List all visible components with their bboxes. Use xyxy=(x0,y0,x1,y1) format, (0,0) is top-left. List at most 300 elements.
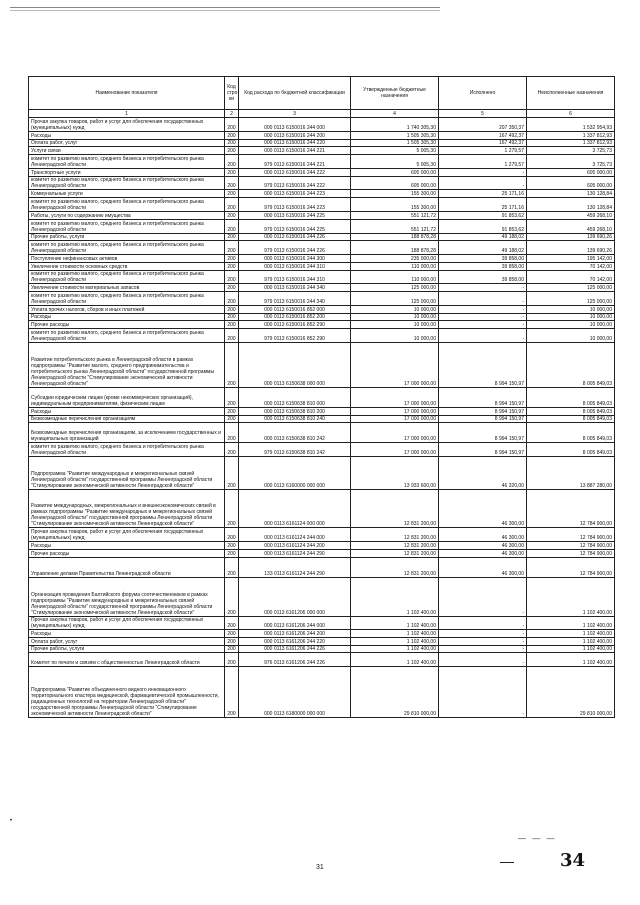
row-name: Прочая закупка товаров, работ и услуг для обеспечения государственных (муниципальных) нужд xyxy=(29,616,225,630)
row-kbk: 000 0113 6150016 852 290 xyxy=(239,321,351,329)
row-code: 200 xyxy=(225,147,239,155)
row-approved: 12 831 200,00 xyxy=(351,550,439,558)
row-executed: 49 188,02 xyxy=(439,233,527,241)
row-executed: - xyxy=(439,168,527,176)
row-kbk: 000 0113 6150638 810 240 xyxy=(239,415,351,423)
handwritten-sheet-number: 34 xyxy=(560,850,586,871)
row-executed: 49 188,02 xyxy=(439,241,527,255)
row-executed: 1 279,57 xyxy=(439,147,527,155)
row-unexecuted: 605 000,00 xyxy=(527,176,615,190)
row-unexecuted: 70 142,00 xyxy=(527,262,615,270)
row-executed: - xyxy=(439,667,527,718)
row-unexecuted: 8 005 849,03 xyxy=(527,423,615,443)
column-number: 4 xyxy=(351,110,439,118)
row-kbk: 979 0113 6150016 244 225 xyxy=(239,219,351,233)
row-unexecuted: 1 102 400,00 xyxy=(527,638,615,646)
row-approved: 17 000 000,00 xyxy=(351,342,439,387)
row-name: комитет по развитию малого, среднего бизнеса и потребительского рынка Ленинградской области xyxy=(29,241,225,255)
row-name: Уплата прочих налогов, сборов и иных платежей xyxy=(29,306,225,314)
row-kbk: 000 0113 6161206 244 220 xyxy=(239,638,351,646)
row-kbk: 000 0113 6150016 244 220 xyxy=(239,139,351,147)
row-kbk: 000 0113 6180000 000 000 xyxy=(239,667,351,718)
row-approved: 13 933 600,00 xyxy=(351,457,439,490)
row-executed: 25 171,16 xyxy=(439,190,527,198)
row-code: 200 xyxy=(225,342,239,387)
row-approved: 551 121,72 xyxy=(351,212,439,220)
row-executed: - xyxy=(439,645,527,653)
row-unexecuted: 12 784 900,00 xyxy=(527,528,615,542)
row-unexecuted: 13 887 280,00 xyxy=(527,457,615,490)
row-name: комитет по развитию малого, среднего бизнеса и потребительского рынка Ленинградской области xyxy=(29,329,225,343)
row-name: Комитет по печати и связям с общественностью Ленинградской области xyxy=(29,653,225,667)
table-row xyxy=(29,118,615,132)
table-row xyxy=(29,528,615,542)
row-name: Субсидии юридическим лицам (кроме некоммерческих организаций), индивидуальным предпринимателям, физическим лицам xyxy=(29,387,225,407)
table-row xyxy=(29,457,615,490)
row-code: 200 xyxy=(225,489,239,528)
row-executed: - xyxy=(439,306,527,314)
row-executed: 167 492,37 xyxy=(439,131,527,139)
row-approved: 110 000,00 xyxy=(351,262,439,270)
row-approved: 17 000 000,00 xyxy=(351,387,439,407)
row-code: 200 xyxy=(225,284,239,292)
row-name: Безвозмездные перечисления организациям, за исключением государственных и муниципальных организаций xyxy=(29,423,225,443)
row-approved: 29 810 000,00 xyxy=(351,667,439,718)
table-row xyxy=(29,139,615,147)
row-name: Увеличение стоимости материальных запасов xyxy=(29,284,225,292)
row-name: Работы, услуги по содержанию имущества xyxy=(29,212,225,220)
row-approved: 1 102 400,00 xyxy=(351,653,439,667)
row-kbk: 000 0113 6161124 244 290 xyxy=(239,550,351,558)
row-kbk: 979 0113 6150016 852 290 xyxy=(239,329,351,343)
table-row xyxy=(29,292,615,306)
table-row xyxy=(29,321,615,329)
row-code: 200 xyxy=(225,630,239,638)
table-row xyxy=(29,630,615,638)
row-approved: 155 300,00 xyxy=(351,190,439,198)
row-unexecuted: 8 005 849,03 xyxy=(527,407,615,415)
row-code: 200 xyxy=(225,528,239,542)
row-approved: 12 831 200,00 xyxy=(351,557,439,577)
row-executed: 39 858,00 xyxy=(439,262,527,270)
row-unexecuted: 125 000,00 xyxy=(527,284,615,292)
row-name: комитет по развитию малого, среднего бизнеса и потребительского рынка Ленинградской области xyxy=(29,292,225,306)
row-executed: - xyxy=(439,616,527,630)
row-code: 200 xyxy=(225,131,239,139)
row-unexecuted: 8 005 849,03 xyxy=(527,415,615,423)
row-code: 200 xyxy=(225,577,239,616)
column-number-row xyxy=(29,110,615,118)
row-executed: 91 853,62 xyxy=(439,212,527,220)
row-executed: - xyxy=(439,292,527,306)
row-unexecuted: 1 102 400,00 xyxy=(527,630,615,638)
row-unexecuted: 459 268,10 xyxy=(527,219,615,233)
row-unexecuted: 139 690,26 xyxy=(527,233,615,241)
table-row xyxy=(29,233,615,241)
row-approved: 17 000 000,00 xyxy=(351,423,439,443)
row-executed: - xyxy=(439,176,527,190)
row-code: 200 xyxy=(225,212,239,220)
row-approved: 125 000,00 xyxy=(351,292,439,306)
row-kbk: 000 0113 6150638 810 000 xyxy=(239,387,351,407)
row-kbk: 000 0113 6150638 810 200 xyxy=(239,407,351,415)
row-name: комитет по развитию малого, среднего бизнеса и потребительского рынка Ленинградской области xyxy=(29,270,225,284)
row-unexecuted: 10 000,00 xyxy=(527,329,615,343)
table-row xyxy=(29,423,615,443)
row-approved: 12 831 200,00 xyxy=(351,489,439,528)
table-row xyxy=(29,168,615,176)
row-code: 200 xyxy=(225,638,239,646)
row-name: Прочие работы, услуги xyxy=(29,233,225,241)
row-executed: - xyxy=(439,630,527,638)
row-kbk: 000 0113 6150016 244 200 xyxy=(239,131,351,139)
row-name: комитет по развитию малого, среднего бизнеса и потребительского рынка Ленинградской области xyxy=(29,443,225,457)
row-name: Управление делами Правительства Ленинградской области xyxy=(29,557,225,577)
row-kbk: 979 0113 6150016 244 221 xyxy=(239,154,351,168)
row-name: Прочие расходы xyxy=(29,550,225,558)
row-executed: 8 994 150,97 xyxy=(439,342,527,387)
row-name: Организация проведения Балтийского форума соотечественников в рамках подпрограммы "Развитие международных и межрегиональных связей Ленинградской области" государственной программы Ленинградской области "Стимулирование экономической активности Ленинградской области" xyxy=(29,577,225,616)
row-executed: 8 994 150,97 xyxy=(439,407,527,415)
row-name: Прочая закупка товаров, работ и услуг для обеспечения государственных (муниципальных) нужд xyxy=(29,528,225,542)
row-executed: - xyxy=(439,577,527,616)
row-code: 200 xyxy=(225,139,239,147)
row-approved: 551 121,72 xyxy=(351,219,439,233)
row-kbk: 000 0113 6150016 244 300 xyxy=(239,255,351,263)
row-kbk: 979 0113 6150016 244 223 xyxy=(239,198,351,212)
row-name: комитет по развитию малого, среднего бизнеса и потребительского рынка Ленинградской области xyxy=(29,198,225,212)
row-kbk: 000 0113 6161206 244 200 xyxy=(239,630,351,638)
row-code: 200 xyxy=(225,415,239,423)
row-kbk: 000 0113 6150016 244 225 xyxy=(239,212,351,220)
table-row xyxy=(29,190,615,198)
table-row xyxy=(29,262,615,270)
row-approved: 188 878,28 xyxy=(351,233,439,241)
top-rule xyxy=(10,7,440,8)
row-code: 200 xyxy=(225,542,239,550)
row-executed: 25 171,16 xyxy=(439,198,527,212)
row-code: 200 xyxy=(225,645,239,653)
row-approved: 12 831 200,00 xyxy=(351,528,439,542)
row-approved: 10 000,00 xyxy=(351,313,439,321)
row-unexecuted: 1 337 812,93 xyxy=(527,131,615,139)
table-row xyxy=(29,329,615,343)
row-code: 200 xyxy=(225,550,239,558)
row-name: Развитие потребительского рынка в Ленинградской области в рамках подпрограммы "Развитие малого, среднего предпринимательства и потребительского рынка Ленинградской области" государственной программы Ленинградской области "Стимулирование экономической активности Ленинградской области" xyxy=(29,342,225,387)
row-unexecuted: 29 810 000,00 xyxy=(527,667,615,718)
row-approved: 1 505 305,30 xyxy=(351,131,439,139)
row-kbk: 000 0113 6150016 244 223 xyxy=(239,190,351,198)
row-unexecuted: 1 337 812,93 xyxy=(527,139,615,147)
handwritten-dashes: — — — xyxy=(518,834,557,843)
table-row xyxy=(29,176,615,190)
header-approved: Утвержденные бюджетные назначения xyxy=(351,77,439,110)
row-kbk: 979 0113 6150638 810 242 xyxy=(239,443,351,457)
row-kbk: 000 0113 6150016 244 340 xyxy=(239,284,351,292)
row-unexecuted: 1 102 400,00 xyxy=(527,645,615,653)
table-row xyxy=(29,667,615,718)
row-code: 200 xyxy=(225,168,239,176)
table-row xyxy=(29,241,615,255)
row-approved: 17 000 000,00 xyxy=(351,443,439,457)
column-number: 1 xyxy=(29,110,225,118)
row-approved: 10 000,00 xyxy=(351,306,439,314)
row-approved: 1 102 400,00 xyxy=(351,577,439,616)
row-kbk: 000 0113 6160000 000 000 xyxy=(239,457,351,490)
row-executed: 39 858,00 xyxy=(439,270,527,284)
row-code: 200 xyxy=(225,653,239,667)
row-name: комитет по развитию малого, среднего бизнеса и потребительского рынка Ленинградской области xyxy=(29,154,225,168)
table-row xyxy=(29,198,615,212)
row-approved: 1 102 400,00 xyxy=(351,616,439,630)
row-name: Коммунальные услуги xyxy=(29,190,225,198)
row-unexecuted: 12 784 900,00 xyxy=(527,550,615,558)
row-executed: 1 279,57 xyxy=(439,154,527,168)
row-unexecuted: 10 000,00 xyxy=(527,313,615,321)
row-executed: 8 994 150,97 xyxy=(439,387,527,407)
row-name: Увеличение стоимости основных средств xyxy=(29,262,225,270)
row-code: 200 xyxy=(225,329,239,343)
header-executed: Исполнено xyxy=(439,77,527,110)
table-row xyxy=(29,255,615,263)
row-unexecuted: 605 000,00 xyxy=(527,168,615,176)
page-number: 31 xyxy=(316,864,324,871)
row-unexecuted: 3 725,73 xyxy=(527,154,615,168)
row-code: 200 xyxy=(225,190,239,198)
row-kbk: 000 0113 6161206 000 000 xyxy=(239,577,351,616)
row-unexecuted: 125 000,00 xyxy=(527,292,615,306)
table-row xyxy=(29,147,615,155)
column-number: 3 xyxy=(239,110,351,118)
row-approved: 10 000,00 xyxy=(351,321,439,329)
row-name: Транспортные услуги xyxy=(29,168,225,176)
table-row xyxy=(29,306,615,314)
top-rule-secondary xyxy=(10,10,440,11)
row-executed: 167 492,37 xyxy=(439,139,527,147)
row-kbk: 000 0113 6161124 244 000 xyxy=(239,528,351,542)
row-approved: 605 000,00 xyxy=(351,176,439,190)
row-name: Подпрограмма "Развитие международных и межрегиональных связей Ленинградской области" государственной программы Ленинградской области "Стимулирование экономической активности Ленинградской области" xyxy=(29,457,225,490)
margin-mark: • xyxy=(10,818,13,824)
row-code: 200 xyxy=(225,233,239,241)
row-name: Расходы xyxy=(29,407,225,415)
table-row xyxy=(29,415,615,423)
row-unexecuted: 1 102 400,00 xyxy=(527,653,615,667)
row-unexecuted: 1 532 954,93 xyxy=(527,118,615,132)
row-code: 200 xyxy=(225,423,239,443)
row-kbk: 000 0113 6150638 810 242 xyxy=(239,423,351,443)
row-code: 200 xyxy=(225,387,239,407)
row-code: 200 xyxy=(225,292,239,306)
row-executed: 207 350,37 xyxy=(439,118,527,132)
row-approved: 5 005,30 xyxy=(351,147,439,155)
header-budget-classification: Код расхода по бюджетной классификации xyxy=(239,77,351,110)
row-approved: 188 878,28 xyxy=(351,241,439,255)
row-code: 200 xyxy=(225,443,239,457)
row-approved: 12 831 200,00 xyxy=(351,542,439,550)
row-code: 200 xyxy=(225,321,239,329)
row-kbk: 000 0113 6150016 244 226 xyxy=(239,233,351,241)
row-unexecuted: 1 102 400,00 xyxy=(527,616,615,630)
row-kbk: 000 0113 6150016 244 000 xyxy=(239,118,351,132)
table-row xyxy=(29,443,615,457)
row-unexecuted: 10 000,00 xyxy=(527,321,615,329)
row-unexecuted: 1 102 400,00 xyxy=(527,577,615,616)
column-number: 5 xyxy=(439,110,527,118)
table-row xyxy=(29,387,615,407)
row-kbk: 000 0113 6150016 852 000 xyxy=(239,306,351,314)
row-executed: 8 994 150,97 xyxy=(439,415,527,423)
row-kbk: 979 0113 6150016 244 310 xyxy=(239,270,351,284)
row-kbk: 000 0113 6150016 852 200 xyxy=(239,313,351,321)
row-unexecuted: 12 784 900,00 xyxy=(527,557,615,577)
row-name: Оплата работ, услуг xyxy=(29,139,225,147)
row-approved: 1 102 400,00 xyxy=(351,638,439,646)
column-number: 6 xyxy=(527,110,615,118)
row-unexecuted: 3 725,73 xyxy=(527,147,615,155)
table-row xyxy=(29,542,615,550)
row-code: 200 xyxy=(225,241,239,255)
row-code: 200 xyxy=(225,118,239,132)
table-row xyxy=(29,638,615,646)
row-unexecuted: 8 005 849,03 xyxy=(527,387,615,407)
row-approved: 155 300,00 xyxy=(351,198,439,212)
row-unexecuted: 8 005 849,03 xyxy=(527,342,615,387)
row-approved: 1 102 400,00 xyxy=(351,645,439,653)
row-name: Оплата работ, услуг xyxy=(29,638,225,646)
row-executed: 46 300,00 xyxy=(439,528,527,542)
handwritten-stroke xyxy=(500,862,514,863)
budget-execution-table xyxy=(28,76,615,718)
row-code: 200 xyxy=(225,176,239,190)
row-kbk: 000 0113 6161124 000 000 xyxy=(239,489,351,528)
row-executed: - xyxy=(439,284,527,292)
row-executed: 46 300,00 xyxy=(439,550,527,558)
row-executed: - xyxy=(439,653,527,667)
row-name: Расходы xyxy=(29,313,225,321)
row-code: 200 xyxy=(225,407,239,415)
table-row xyxy=(29,407,615,415)
row-approved: 5 005,30 xyxy=(351,154,439,168)
row-code: 200 xyxy=(225,457,239,490)
row-approved: 125 000,00 xyxy=(351,284,439,292)
row-kbk: 133 0113 6161124 244 290 xyxy=(239,557,351,577)
row-kbk: 000 0113 6161206 244 000 xyxy=(239,616,351,630)
row-approved: 1 740 305,30 xyxy=(351,118,439,132)
header-indicator-name: Наименование показателя xyxy=(29,77,225,110)
table-row xyxy=(29,616,615,630)
row-executed: 46 320,00 xyxy=(439,457,527,490)
row-name: Прочие работы, услуги xyxy=(29,645,225,653)
row-approved: 605 000,00 xyxy=(351,168,439,176)
row-unexecuted: 12 784 900,00 xyxy=(527,542,615,550)
header-unexecuted: Неисполненные назначения xyxy=(527,77,615,110)
row-executed: 8 994 150,97 xyxy=(439,443,527,457)
table-row xyxy=(29,284,615,292)
row-name: Расходы xyxy=(29,630,225,638)
row-kbk: 000 0113 6150016 244 222 xyxy=(239,168,351,176)
row-name: Безвозмездные перечисления организациям xyxy=(29,415,225,423)
row-executed: 46 300,00 xyxy=(439,542,527,550)
table-row xyxy=(29,653,615,667)
row-unexecuted: 459 268,10 xyxy=(527,212,615,220)
row-approved: 1 102 400,00 xyxy=(351,630,439,638)
row-kbk: 979 0113 6150016 244 222 xyxy=(239,176,351,190)
table-row xyxy=(29,154,615,168)
row-approved: 110 000,00 xyxy=(351,270,439,284)
row-unexecuted: 8 005 849,03 xyxy=(527,443,615,457)
table-row xyxy=(29,131,615,139)
row-kbk: 000 0113 6150016 244 310 xyxy=(239,262,351,270)
row-name: Поступление нефинансовых активов xyxy=(29,255,225,263)
row-approved: 17 000 000,00 xyxy=(351,407,439,415)
table-row xyxy=(29,557,615,577)
row-name: комитет по развитию малого, среднего бизнеса и потребительского рынка Ленинградской области xyxy=(29,176,225,190)
row-name: Подпрограмма "Развитие объединенного видного инновационного территориального кластера медицинской, фармацевтической промышленности, радиационных технологий на территории Ленинградской области" государственной программы Ленинградской области "Стимулирование экономической активности Ленинградской области" xyxy=(29,667,225,718)
row-kbk: 979 0113 6150016 244 340 xyxy=(239,292,351,306)
table-row xyxy=(29,313,615,321)
row-executed: - xyxy=(439,329,527,343)
row-approved: 17 000 000,00 xyxy=(351,415,439,423)
row-approved: 10 000,00 xyxy=(351,329,439,343)
table-row xyxy=(29,342,615,387)
row-code: 200 xyxy=(225,306,239,314)
row-executed: 46 300,00 xyxy=(439,557,527,577)
table-row xyxy=(29,212,615,220)
table-body xyxy=(29,118,615,718)
row-executed: 8 994 150,97 xyxy=(439,423,527,443)
row-code: 200 xyxy=(225,667,239,718)
column-number: 2 xyxy=(225,110,239,118)
row-unexecuted: 70 142,00 xyxy=(527,270,615,284)
row-approved: 1 505 305,30 xyxy=(351,139,439,147)
row-name: Прочая закупка товаров, работ и услуг для обеспечения государственных (муниципальных) нужд xyxy=(29,118,225,132)
row-executed: - xyxy=(439,638,527,646)
table-header-row xyxy=(29,77,615,110)
row-code: 200 xyxy=(225,198,239,212)
row-name: комитет по развитию малого, среднего бизнеса и потребительского рынка Ленинградской области xyxy=(29,219,225,233)
row-name: Прочие расходы xyxy=(29,321,225,329)
row-executed: 39 858,00 xyxy=(439,255,527,263)
row-unexecuted: 195 142,00 xyxy=(527,255,615,263)
row-approved: 235 000,00 xyxy=(351,255,439,263)
table-row xyxy=(29,577,615,616)
table-row xyxy=(29,270,615,284)
row-kbk: 000 0113 6150638 000 000 xyxy=(239,342,351,387)
table-row xyxy=(29,645,615,653)
table-row xyxy=(29,219,615,233)
row-name: Услуги связи xyxy=(29,147,225,155)
table-row xyxy=(29,489,615,528)
row-unexecuted: 10 000,00 xyxy=(527,306,615,314)
row-name: Расходы xyxy=(29,131,225,139)
row-unexecuted: 12 784 900,00 xyxy=(527,489,615,528)
row-name: Расходы xyxy=(29,542,225,550)
row-executed: - xyxy=(439,321,527,329)
row-executed: 91 853,62 xyxy=(439,219,527,233)
row-code: 200 xyxy=(225,616,239,630)
row-kbk: 000 0113 6161124 244 200 xyxy=(239,542,351,550)
row-unexecuted: 139 690,26 xyxy=(527,241,615,255)
row-kbk: 000 0113 6150016 244 221 xyxy=(239,147,351,155)
row-executed: - xyxy=(439,313,527,321)
row-executed: 46 300,00 xyxy=(439,489,527,528)
table-row xyxy=(29,550,615,558)
row-code: 200 xyxy=(225,262,239,270)
row-code: 200 xyxy=(225,154,239,168)
row-code: 200 xyxy=(225,313,239,321)
row-code: 200 xyxy=(225,557,239,577)
